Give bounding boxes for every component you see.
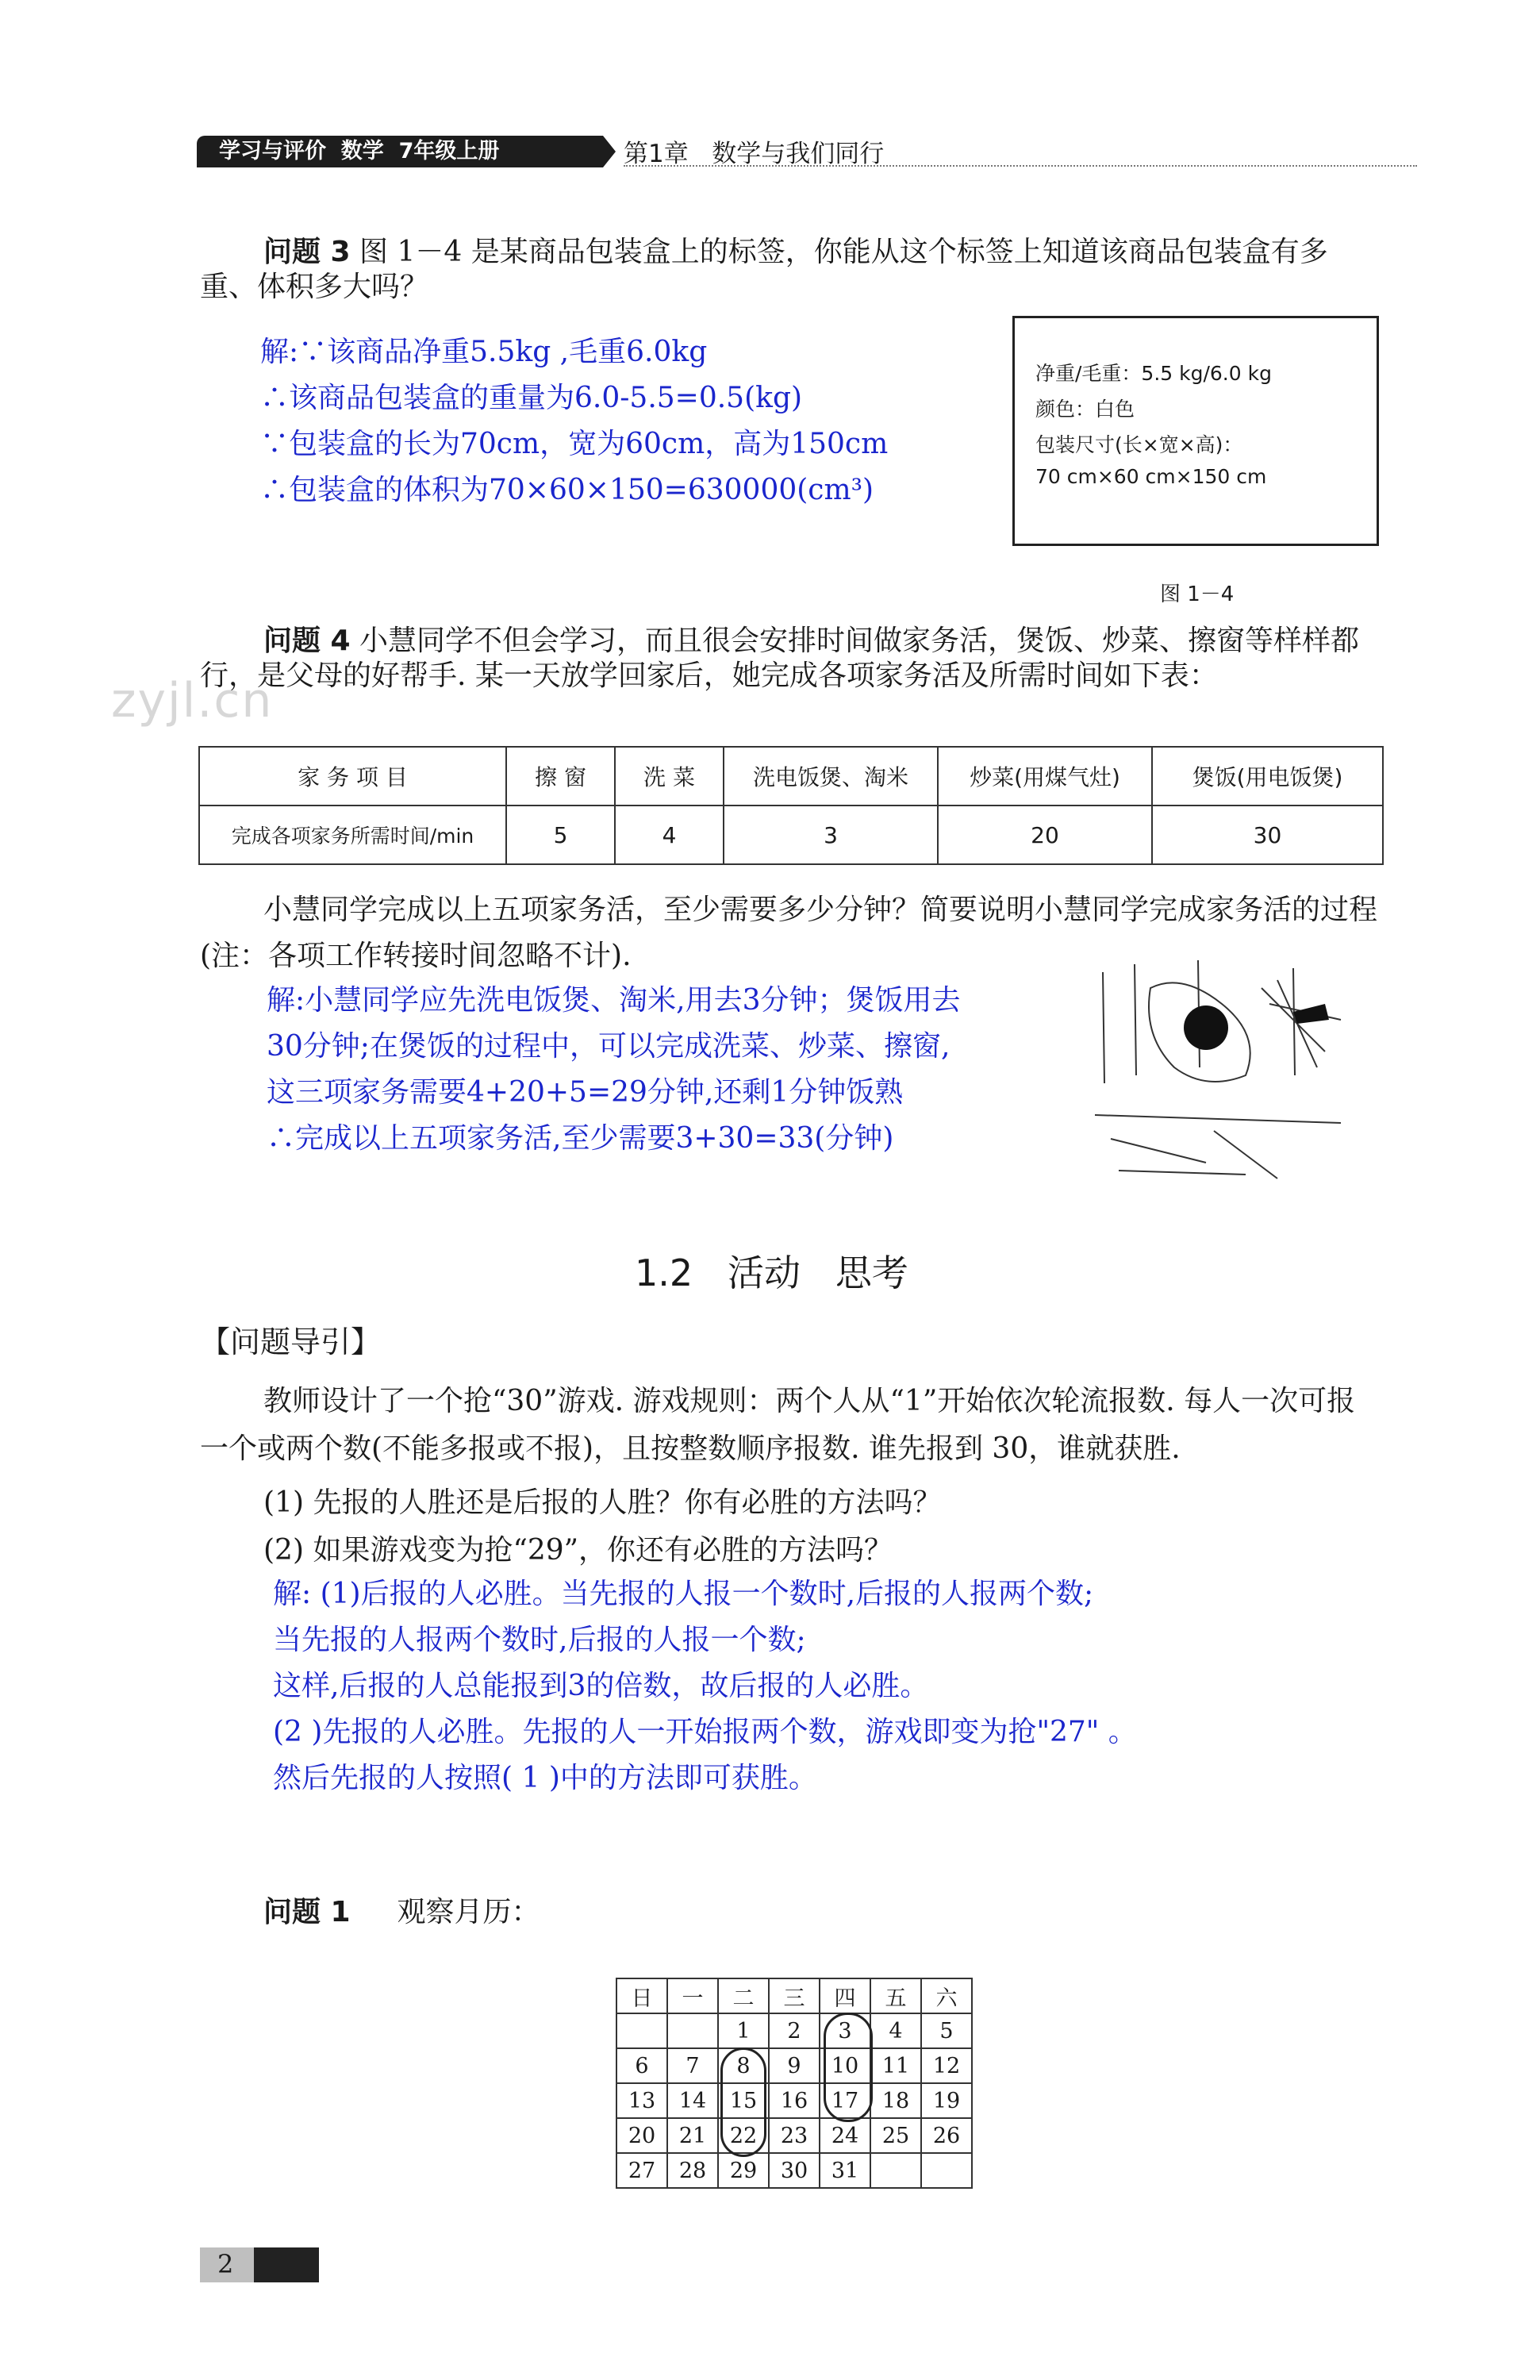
header-book-title: 学习与评价 数学 7年级上册 xyxy=(197,136,603,167)
q4-text: 小慧同学不但会学习，而且很会安排时间做家务活，煲饭、炒菜、擦窗等样样都行，是父母的好帮手. 某一天放学回家后，她完成各项家务活及所需时间如下表： xyxy=(200,625,1360,692)
header-chapter: 第1章 数学与我们同行 xyxy=(624,140,885,168)
calendar-day: 8 xyxy=(718,2048,769,2083)
q3-answer-line: 解:∵该商品净重5.5kg ,毛重6.0kg xyxy=(260,336,708,368)
q4-answer-line: 30分钟;在煲饭的过程中，可以完成洗菜、炒菜、擦窗, xyxy=(267,1030,950,1063)
calendar-day: 18 xyxy=(870,2083,921,2118)
calendar-weekday: 五 xyxy=(870,1978,921,2013)
q4-answer xyxy=(267,978,960,1162)
q3-answer-line: ∴该商品包装盒的重量为6.0-5.5=0.5(kg) xyxy=(260,382,803,414)
calendar-day: 31 xyxy=(820,2153,870,2188)
calendar-day: 21 xyxy=(667,2118,718,2153)
page-number-bar-dark xyxy=(254,2247,319,2282)
calendar-day: 2 xyxy=(769,2013,820,2048)
section-title: 1.2 活动 思考 xyxy=(635,1252,908,1294)
game-answer-line: 然后先报的人按照( 1 )中的方法即可获胜。 xyxy=(273,1762,817,1794)
calendar-day: 3 xyxy=(820,2013,870,2048)
table-row xyxy=(199,747,1383,806)
calendar-day: 1 xyxy=(718,2013,769,2048)
calendar-day: 12 xyxy=(921,2048,972,2083)
table-cell: 家 务 项 目 xyxy=(199,747,506,806)
calendar-day: 7 xyxy=(667,2048,718,2083)
table-cell: 3 xyxy=(724,806,938,864)
calendar-week-row xyxy=(616,2013,972,2048)
calendar-day: 10 xyxy=(820,2048,870,2083)
figure-caption: 图 1－4 xyxy=(1160,583,1235,606)
game-answer-line: 解: (1)后报的人必胜。当先报的人报一个数时,后报的人报两个数; xyxy=(273,1578,1094,1610)
calendar-weekday: 三 xyxy=(769,1978,820,2013)
q4-answer-line: 解:小慧同学应先洗电饭煲、淘米,用去3分钟；煲饭用去 xyxy=(267,984,961,1017)
game-answer-line: (2 )先报的人必胜。先报的人一开始报两个数，游戏即变为抢"27" 。 xyxy=(273,1716,1137,1748)
calendar-day xyxy=(616,2013,667,2048)
q4-answer-line: 这三项家务需要4+20+5=29分钟,还剩1分钟饭熟 xyxy=(267,1076,904,1109)
calendar-day: 16 xyxy=(769,2083,820,2118)
calendar-day: 5 xyxy=(921,2013,972,2048)
label-size-value: 70 cm×60 cm×150 cm xyxy=(1035,465,1267,488)
q3-label: 问题 3 xyxy=(263,236,351,268)
calendar-day: 6 xyxy=(616,2048,667,2083)
calendar-day: 13 xyxy=(616,2083,667,2118)
q1-paragraph xyxy=(263,1895,540,1930)
calendar-day: 23 xyxy=(769,2118,820,2153)
circle-4-column xyxy=(824,2013,873,2122)
q3-answer-line: ∴包装盒的体积为70×60×150=630000(cm³) xyxy=(260,474,874,506)
q4-question: 小慧同学完成以上五项家务活，至少需要多少分钟？简要说明小慧同学完成家务活的过程(注：各项工作转接时间忽略不计). xyxy=(200,894,1378,972)
q1-text: 观察月历： xyxy=(397,1896,540,1928)
calendar-day: 19 xyxy=(921,2083,972,2118)
calendar-day: 9 xyxy=(769,2048,820,2083)
table-cell: 30 xyxy=(1152,806,1383,864)
calendar-weekday: 日 xyxy=(616,1978,667,2013)
guide-label: 【问题导引】 xyxy=(200,1325,382,1359)
watermark: zyjl.cn xyxy=(111,673,274,729)
q3-paragraph xyxy=(200,235,1382,305)
q4-paragraph xyxy=(200,624,1382,694)
table-cell: 洗电饭煲、淘米 xyxy=(724,747,938,806)
calendar-header-row xyxy=(616,1978,972,2013)
header-rule xyxy=(624,165,1417,167)
calendar-week-row xyxy=(616,2048,972,2083)
calendar-day: 26 xyxy=(921,2118,972,2153)
q1-label: 问题 1 xyxy=(263,1896,351,1928)
calendar-day: 30 xyxy=(769,2153,820,2188)
page-number: 2 xyxy=(217,2249,234,2279)
housework-illustration xyxy=(1087,956,1357,1186)
game-answer-line: 这样,后报的人总能报到3的倍数，故后报的人必胜。 xyxy=(273,1670,929,1702)
calendar xyxy=(616,1978,973,2189)
game-intro: 教师设计了一个抢“30”游戏. 游戏规则：两个人从“1”开始依次轮流报数. 每人一次可报一个或两个数(不能多报或不报)，且按整数顺序报数. 谁先报到 30，谁就获胜. xyxy=(200,1385,1356,1465)
game-question-2: (2) 如果游戏变为抢“29”，你还有必胜的方法吗？ xyxy=(263,1534,893,1567)
calendar-day xyxy=(667,2013,718,2048)
game-answer xyxy=(273,1571,1137,1801)
calendar-weekday: 四 xyxy=(820,1978,870,2013)
chores-table xyxy=(198,746,1384,865)
calendar-day: 20 xyxy=(616,2118,667,2153)
label-weight: 净重/毛重：5.5 kg/6.0 kg xyxy=(1035,362,1272,385)
calendar-day: 4 xyxy=(870,2013,921,2048)
calendar-weekday: 一 xyxy=(667,1978,718,2013)
table-cell: 5 xyxy=(506,806,615,864)
calendar-day: 29 xyxy=(718,2153,769,2188)
table-cell: 煲饭(用电饭煲) xyxy=(1152,747,1383,806)
q4-answer-line: ∴完成以上五项家务活,至少需要3+30=33(分钟) xyxy=(267,1122,894,1155)
calendar-day: 15 xyxy=(718,2083,769,2118)
game-question-1: (1) 先报的人胜还是后报的人胜？你有必胜的方法吗？ xyxy=(263,1486,942,1519)
calendar-day: 25 xyxy=(870,2118,921,2153)
label-size-title: 包装尺寸(长×宽×高)： xyxy=(1035,433,1243,456)
calendar-day: 24 xyxy=(820,2118,870,2153)
circle-2-column xyxy=(720,2047,766,2157)
table-row xyxy=(199,806,1383,864)
calendar-weekday: 六 xyxy=(921,1978,972,2013)
product-label-box xyxy=(1012,316,1379,546)
calendar-day: 17 xyxy=(820,2083,870,2118)
calendar-day: 28 xyxy=(667,2153,718,2188)
table-cell: 4 xyxy=(615,806,724,864)
calendar-day: 14 xyxy=(667,2083,718,2118)
label-color: 颜色：白色 xyxy=(1035,398,1135,421)
table-cell: 擦 窗 xyxy=(506,747,615,806)
table-cell: 洗 菜 xyxy=(615,747,724,806)
q3-text: 图 1－4 是某商品包装盒上的标签，你能从这个标签上知道该商品包装盒有多重、体积多大吗？ xyxy=(200,236,1328,303)
q4-label: 问题 4 xyxy=(263,625,351,657)
q3-answer xyxy=(260,329,888,513)
q3-answer-line: ∵包装盒的长为70cm，宽为60cm，高为150cm xyxy=(260,428,889,460)
calendar-day: 22 xyxy=(718,2118,769,2153)
calendar-day xyxy=(870,2153,921,2188)
calendar-week-row xyxy=(616,2083,972,2118)
calendar-week-row xyxy=(616,2118,972,2153)
calendar-weekday: 二 xyxy=(718,1978,769,2013)
table-cell: 炒菜(用煤气灶) xyxy=(938,747,1152,806)
calendar-day xyxy=(921,2153,972,2188)
calendar-day: 27 xyxy=(616,2153,667,2188)
header-arrow xyxy=(603,136,616,167)
table-cell: 完成各项家务所需时间/min xyxy=(199,806,506,864)
calendar-week-row xyxy=(616,2153,972,2188)
calendar-day: 11 xyxy=(870,2048,921,2083)
calendar-table xyxy=(616,1978,973,2189)
game-answer-line: 当先报的人报两个数时,后报的人报一个数; xyxy=(273,1624,806,1656)
table-cell: 20 xyxy=(938,806,1152,864)
